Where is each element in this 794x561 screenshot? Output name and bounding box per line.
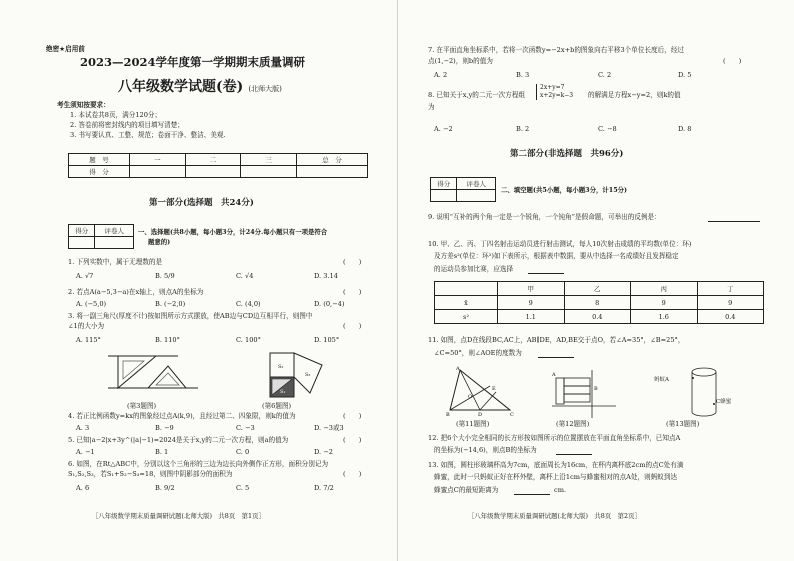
q13-stem-end: 蜂蜜点C的最短距离为	[434, 486, 499, 494]
figure-3-caption: (第3题图)	[127, 402, 157, 410]
table-row	[435, 282, 764, 296]
q3-option-c: C. 100°	[236, 336, 261, 344]
q10-stem: 10. 甲、乙、丙、丁四名射击运动员进行射击测试，每人10次射击成绩的平均数(单位：环)	[428, 240, 692, 248]
table-cell: 9	[697, 296, 764, 310]
q13-unit: cm.	[554, 486, 567, 494]
table-row	[435, 296, 764, 310]
secret-label: 绝密★启用前	[46, 45, 85, 53]
q5-option-d: D. −2	[314, 448, 333, 456]
q4-option-c: C. −3	[236, 424, 255, 432]
table-cell: 评卷人	[95, 225, 134, 237]
q7-option-b: B. 3	[516, 71, 530, 79]
table-cell	[95, 237, 134, 249]
score-table	[68, 153, 368, 178]
q8-option-b: B. 2	[516, 125, 530, 133]
q3-stem: 3. 将一副三角尺(厚度不计)按如图所示方式摆放，使AB边与CD边互相平行，则图中	[68, 312, 313, 320]
table-cell	[457, 190, 496, 202]
q8-option-a: A. −2	[434, 125, 453, 133]
score-table-row	[69, 154, 368, 166]
q1-stem: 1. 下列实数中，属于无理数的是	[68, 258, 163, 266]
q1-option-a: A. √7	[76, 272, 94, 280]
q3-option-a: A. 115°	[76, 336, 101, 344]
q12-stem-cont: 的坐标为(−14,6)，则点B的坐标为	[434, 446, 537, 454]
q2-option-d: D. (0,−4)	[314, 300, 345, 308]
table-cell	[130, 166, 186, 178]
figure-11-triangles	[446, 366, 516, 416]
svg-text:B: B	[594, 386, 598, 392]
table-cell	[185, 166, 241, 178]
table-cell: 乙	[564, 282, 631, 296]
figure-12-rectangles	[548, 370, 618, 420]
q3-option-d: D. 105°	[314, 336, 340, 344]
table-cell: 总 分	[297, 154, 368, 166]
q1-option-c: C. √4	[236, 272, 254, 280]
svg-text:D: D	[478, 412, 483, 418]
q12-stem: 12. 把6个大小完全相同的长方形按如图所示的位置摆放在平面直角坐标系中，已知点A	[428, 434, 681, 442]
part2-heading: 第二部分(非选择题 共96分)	[510, 149, 624, 159]
table-row	[435, 310, 764, 324]
notice-1: 1. 本试卷共8页，满分120分；	[70, 111, 162, 119]
table-cell: 0.4	[564, 310, 631, 324]
q6-option-a: A. 6	[76, 484, 90, 492]
subtitle-main: 八年级数学试题(卷)	[118, 79, 244, 95]
section1-heading-cont: 题意的)	[148, 238, 171, 246]
q9-answer-blank	[708, 221, 760, 222]
exam-page-2	[397, 0, 794, 561]
q10-answer-blank	[528, 273, 564, 274]
q3-stem-cont: ∠1的大小为	[68, 322, 105, 330]
q4-stem: 4. 若正比例函数y=kx的图象经过点A(k,9)，且经过第二、四象限，则k的值为	[68, 412, 296, 420]
q9-stem: 9. 说明“互补的两个角一定是一个锐角，一个钝角”是假命题，可举出的反例是：	[428, 213, 661, 221]
figure-13-cylinder	[666, 364, 736, 420]
q6-option-c: C. 5	[236, 484, 250, 492]
exam-title: 2023—2024学年度第一学期期末质量调研	[80, 55, 306, 69]
q1-option-b: B. 5/9	[155, 272, 175, 280]
table-cell: 得 分	[69, 166, 130, 178]
q3-answer-paren: ( )	[343, 322, 362, 330]
svg-text:B: B	[446, 412, 450, 418]
q7-option-c: C. 2	[598, 71, 612, 79]
svg-text:S₂: S₂	[278, 364, 284, 370]
q1-answer-paren: ( )	[343, 258, 362, 266]
table-cell: x̄	[435, 296, 498, 310]
svg-text:S₃: S₃	[305, 372, 311, 378]
q11-answer-blank	[538, 357, 574, 358]
q5-option-a: A. −1	[76, 448, 95, 456]
q7-stem-cont: 点(1,−2)，则b的值为	[428, 57, 493, 65]
grader-table	[68, 224, 134, 249]
part1-heading: 第一部分(选择题 共24分)	[149, 198, 254, 208]
q4-option-b: B. −9	[155, 424, 174, 432]
grader-table-2	[430, 177, 496, 202]
table-cell: 甲	[498, 282, 565, 296]
table-cell: 得分	[69, 225, 95, 237]
q4-answer-paren: ( )	[343, 412, 362, 420]
table-cell	[69, 237, 95, 249]
q8-option-d: D. 8	[678, 125, 692, 133]
table-cell: 0.4	[697, 310, 764, 324]
table-cell	[297, 166, 368, 178]
table-cell: 1.6	[631, 310, 698, 324]
q11-stem-cont: ∠C=50°，则∠AOE的度数为	[434, 349, 522, 357]
svg-text:A: A	[552, 372, 556, 378]
table-cell: 丁	[697, 282, 764, 296]
subtitle-edition: (北师大版)	[248, 85, 282, 93]
figure-13-caption: (第13题图)	[666, 420, 700, 428]
table-cell	[431, 190, 457, 202]
q8-option-c: C. −8	[598, 125, 617, 133]
table-cell: s²	[435, 310, 498, 324]
table-cell: 一	[130, 154, 186, 166]
q7-option-a: A. 2	[434, 71, 448, 79]
figure-12-caption: (第12题图)	[556, 420, 590, 428]
section1-heading: 一、选择题(共8小题，每小题3分，计24分.每小题只有一项是符合	[138, 228, 328, 236]
figure-6-caption: (第6题图)	[262, 402, 292, 410]
q4-option-d: D. −3或3	[314, 424, 344, 432]
q7-stem: 7. 在平面直角坐标系中，若将一次函数y=−2x+b的图象向右平移3个单位长度后，经过	[428, 46, 685, 54]
page-1-footer: ［八年级数学期末质量调研试题(北师大版) 共8页 第1页］	[92, 512, 265, 520]
svg-text:C: C	[510, 412, 514, 418]
q4-option-a: A. 3	[76, 424, 90, 432]
table-cell: 1.1	[498, 310, 565, 324]
svg-text:A: A	[456, 366, 460, 372]
table-10	[434, 281, 764, 324]
q5-option-b: B. 1	[155, 448, 169, 456]
table-cell	[435, 282, 498, 296]
q8-stem-cont: 的解满足方程x−y=2，则k的值	[588, 91, 681, 99]
table-cell: 丙	[631, 282, 698, 296]
q6-option-d: D. 7/2	[314, 484, 334, 492]
table-cell: 8	[564, 296, 631, 310]
q8-equation-1: 2x+y=7	[540, 84, 565, 91]
figure-6-squares	[250, 343, 330, 399]
q7-option-d: D. 5	[678, 71, 692, 79]
table-cell: 二	[185, 154, 241, 166]
q13-stem: 13. 如图，圆柱形玻璃杯高为7cm，底面周长为16cm，在杯内离杯底2cm的点C处有滴	[428, 461, 684, 469]
table-cell: 得分	[431, 178, 457, 190]
q2-option-a: A. (−5,0)	[76, 300, 107, 308]
notice-heading: 考生须知按要求：	[57, 101, 110, 109]
table-cell	[241, 166, 297, 178]
q1-option-d: D. 3.14	[314, 272, 338, 280]
q2-option-b: B. (−2,0)	[155, 300, 186, 308]
page-2-footer: ［八年级数学期末质量调研试题(北师大版) 共8页 第2页］	[468, 512, 641, 520]
q3-option-b: B. 110°	[155, 336, 180, 344]
table-cell: 三	[241, 154, 297, 166]
q5-option-c: C. 0	[236, 448, 250, 456]
q5-answer-paren: ( )	[343, 436, 362, 444]
q6-stem-cont: S₁,S₂,S₃，若S₁+S₂−S₃=18，则图中阴影部分的面积为	[68, 470, 233, 478]
q5-stem: 5. 已知|a−2|x+3y^(|a|−1)=2024是关于x,y的二元一次方程，则a的值为	[68, 436, 289, 444]
q8-equation-system	[536, 84, 573, 100]
q2-option-c: C. (4,0)	[236, 300, 261, 308]
q2-stem: 2. 若点A(a−5,3−a)在x轴上，则点A的坐标为	[68, 288, 204, 296]
q8-stem: 8. 已知关于x,y的二元一次方程组	[428, 91, 526, 99]
table-cell: 9	[631, 296, 698, 310]
figure-3-triangle-rulers	[108, 348, 208, 398]
q10-stem-end: 的运动员参加比赛，应选择	[434, 265, 514, 273]
q11-stem: 11. 如图，点D在线段BC,AC上，AB∥DE，AD,BE交于点O，若∠A=35°，∠B=25°，	[428, 336, 685, 344]
q8-equation-2: x+2y=k−3	[540, 92, 574, 99]
q6-stem: 6. 如图，在Rt△ABC中，分别以这个三角形的三边为边长向外侧作正方形，面积分别记为	[68, 460, 329, 468]
figure-11-caption: (第11题图)	[456, 420, 490, 428]
svg-text:S₁: S₁	[280, 389, 286, 395]
q13-answer-blank	[514, 494, 550, 495]
q12-answer-blank	[556, 454, 592, 455]
q6-answer-paren: ( )	[343, 470, 362, 478]
q13-stem-cont: 蜂蜜，此时一只蚂蚁正好在杯外壁，离杯上沿1cm与蜂蜜相对的点A处，则蚂蚁到达	[434, 473, 678, 481]
q2-answer-paren: ( )	[343, 288, 362, 296]
score-table-row	[69, 166, 368, 178]
q6-option-b: B. 9/2	[155, 484, 175, 492]
table-cell: 9	[498, 296, 565, 310]
table-cell: 评卷人	[457, 178, 496, 190]
figure-13-label-ant: 蚂蚁A	[654, 377, 669, 383]
q10-stem-cont: 及方差s²(单位：环²)如下表所示，根据表中数据，要从中选择一名成绩好且发挥稳定	[434, 252, 679, 260]
section2-heading: 二、填空题(共5小题，每小题3分，计15分)	[501, 186, 628, 194]
svg-text:E: E	[492, 386, 496, 392]
q7-answer-paren: ( )	[723, 57, 742, 65]
table-cell: 题 号	[69, 154, 130, 166]
figure-13-label-honey: C蜂蜜	[716, 399, 732, 405]
notice-3: 3. 书写要认真、工整、规范；卷面干净、整洁、美观.	[70, 131, 226, 139]
notice-2: 2. 答卷前将密封线内的项目填写清楚；	[70, 121, 184, 129]
svg-text:O: O	[468, 394, 473, 400]
exam-subtitle	[118, 76, 282, 96]
q8-stem-end: 为	[428, 103, 435, 111]
